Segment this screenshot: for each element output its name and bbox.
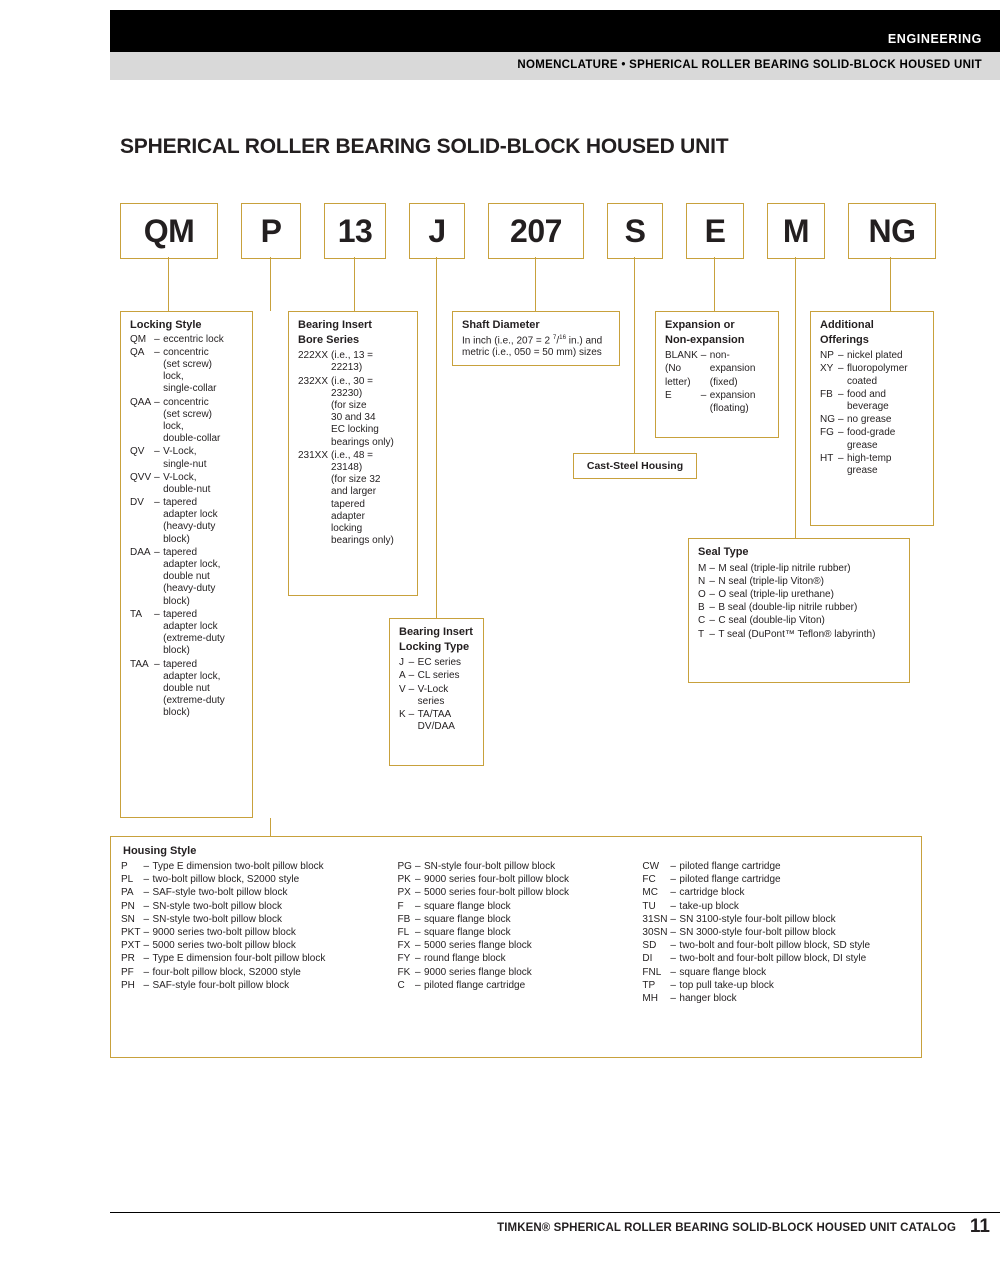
hs-key: MC <box>642 887 658 899</box>
shaft-note-post: in.) and metric (i.e., 050 = 50 mm) sizes <box>462 334 603 359</box>
hs-key: PF <box>121 966 134 978</box>
ls-key: DAA <box>130 546 151 558</box>
callout-seal-type <box>688 538 910 683</box>
ls-desc: V-Lock, single-nut <box>163 446 207 470</box>
ls-key: TA <box>130 608 143 620</box>
callout-housing-style <box>110 836 922 1058</box>
st-desc: C seal (double-lip Viton) <box>718 615 825 627</box>
st-dash: – <box>709 615 715 627</box>
bs-key: 222XX <box>298 350 329 362</box>
ao-key: HT <box>820 452 834 464</box>
footer-page-number: 11 <box>969 1216 990 1237</box>
ao-desc: no grease <box>847 414 892 426</box>
hs-desc: 5000 series flange block <box>423 940 532 952</box>
hs-desc: SAF-style four-bolt pillow block <box>152 979 290 991</box>
locking-type-title-2: Locking Type <box>399 640 470 653</box>
lt-dash: – <box>408 683 415 695</box>
ao-key: FB <box>820 388 833 400</box>
hs-desc: two-bolt pillow block, S2000 style <box>152 874 300 886</box>
hs-dash: – <box>414 966 421 978</box>
hs-dash: – <box>670 861 676 872</box>
additional-title-2: Offerings <box>820 333 869 346</box>
hs-dash: – <box>670 953 676 965</box>
housing-style-table-2 <box>398 861 572 993</box>
connector-additional <box>890 257 891 311</box>
hs-key: PX <box>397 887 411 899</box>
st-dash: – <box>709 589 715 601</box>
exp-dash: – <box>700 389 707 401</box>
callout-expansion <box>655 311 779 438</box>
ao-key: XY <box>820 363 834 375</box>
hs-dash: – <box>414 913 421 925</box>
code-box-locking-type: J <box>409 203 465 259</box>
hs-desc: square flange block <box>423 900 511 912</box>
hs-desc: 9000 series two-bolt pillow block <box>152 926 296 938</box>
ls-dash: – <box>154 346 160 358</box>
lt-desc: V-Lock series <box>417 683 449 707</box>
hs-dash: – <box>143 953 150 965</box>
hs-desc: piloted flange cartridge <box>679 874 781 886</box>
lt-key: A <box>399 670 406 682</box>
hs-desc: piloted flange cartridge <box>679 861 781 872</box>
st-desc: T seal (DuPont™ Teflon® labyrinth) <box>718 628 876 640</box>
ls-desc: tapered adapter lock (extreme-duty block) <box>163 608 225 657</box>
expansion-title-1: Expansion or <box>665 319 735 331</box>
housing-style-column-1 <box>121 861 398 1006</box>
lt-key: V <box>399 683 406 695</box>
connector-expansion <box>714 257 715 311</box>
housing-style-column-3 <box>642 861 911 1006</box>
hs-key: PKT <box>121 926 141 938</box>
hs-desc: two-bolt and four-bolt pillow block, DI style <box>679 953 867 965</box>
ls-desc: concentric (set screw) lock, single-collar <box>163 346 217 395</box>
bs-desc: (i.e., 13 = 22213) <box>331 350 373 374</box>
ls-key: QA <box>130 346 145 358</box>
hs-key: PH <box>121 979 135 991</box>
callout-cast-steel-housing <box>573 453 697 479</box>
ao-dash: – <box>838 427 844 439</box>
hs-dash: – <box>670 979 676 991</box>
additional-table <box>820 350 910 478</box>
bore-series-title-1: Bearing Insert <box>298 319 372 331</box>
hs-dash: – <box>414 979 421 991</box>
bs-key: 232XX <box>298 375 329 387</box>
st-dash: – <box>709 602 715 614</box>
hs-key: P <box>121 861 128 872</box>
hs-key: PL <box>121 874 134 886</box>
ls-dash: – <box>154 396 160 408</box>
code-box-bore-series: 13 <box>324 203 386 259</box>
hs-key: SN <box>121 913 135 925</box>
connector-housing-style-top <box>270 257 271 311</box>
hs-key: SD <box>642 940 657 952</box>
header-bar <box>110 10 1000 52</box>
expansion-title-2: Non-expansion <box>665 333 745 346</box>
connector-bore-series <box>354 257 355 311</box>
hs-key: PN <box>121 900 135 912</box>
ao-dash: – <box>838 414 844 426</box>
bs-desc: (i.e., 48 = 23148) (for size 32 and larger tapered adapter locking bearings only) <box>331 449 394 547</box>
ao-dash: – <box>838 388 844 400</box>
ls-key: DV <box>130 497 144 509</box>
hs-dash: – <box>670 966 676 978</box>
st-desc: O seal (triple-lip urethane) <box>718 589 834 601</box>
hs-dash: – <box>143 966 150 978</box>
ls-desc: V-Lock, double-nut <box>163 471 211 495</box>
hs-key: FY <box>397 953 411 965</box>
hs-desc: SN 3100-style four-bolt pillow block <box>679 913 836 925</box>
hs-desc: top pull take-up block <box>679 979 774 991</box>
bore-series-title-2: Bore Series <box>298 333 360 346</box>
hs-dash: – <box>414 900 421 912</box>
exp-key: BLANK <box>665 350 698 362</box>
connector-housing-style-bottom <box>270 818 271 836</box>
hs-dash: – <box>414 953 421 965</box>
hs-key: FK <box>397 966 411 978</box>
callout-locking-style <box>120 311 253 818</box>
hs-dash: – <box>143 926 150 938</box>
st-desc: B seal (double-lip nitrile rubber) <box>718 602 858 614</box>
connector-locking-type <box>436 257 437 618</box>
ls-desc: tapered adapter lock, double nut (heavy-duty block) <box>163 546 221 607</box>
st-dash: – <box>709 628 715 640</box>
ls-key: QM <box>130 333 147 345</box>
st-dash: – <box>709 575 715 587</box>
ls-key: QAA <box>130 396 152 408</box>
hs-dash: – <box>414 940 421 952</box>
hs-desc: square flange block <box>679 966 767 978</box>
code-box-expansion: E <box>686 203 744 259</box>
cast-steel-label: Cast-Steel Housing <box>586 459 684 472</box>
shaft-diameter-title: Shaft Diameter <box>462 319 540 331</box>
callout-additional-offerings <box>810 311 934 526</box>
exp-desc: expansion <box>709 363 756 375</box>
ls-desc: tapered adapter lock (heavy-duty block) <box>163 497 218 545</box>
st-key: N <box>698 575 706 587</box>
hs-dash: – <box>143 887 150 899</box>
locking-type-title-1: Bearing Insert <box>399 626 473 638</box>
hs-dash: – <box>670 940 676 952</box>
hs-desc: SN-style two-bolt pillow block <box>152 913 282 925</box>
hs-key: PK <box>397 874 411 886</box>
ao-desc: fluoropolymer coated <box>847 363 908 387</box>
hs-desc: SN-style four-bolt pillow block <box>423 861 556 872</box>
footer-divider <box>110 1212 1000 1213</box>
shaft-diameter-note: In inch (i.e., 207 = 2 $^7$/$^{16}$ in.) and metric (i.e., 050 = 50 mm) sizes <box>462 333 603 359</box>
callout-bore-series <box>288 311 418 596</box>
hs-key: FB <box>397 913 411 925</box>
ls-dash: – <box>154 471 160 483</box>
hs-key: TP <box>642 979 656 991</box>
st-dash: – <box>709 562 715 574</box>
exp-key: (No <box>665 363 682 375</box>
hs-key: F <box>397 900 404 912</box>
hs-desc: 9000 series flange block <box>423 966 532 978</box>
ls-dash: – <box>154 333 160 345</box>
hs-desc: square flange block <box>423 913 511 925</box>
hs-desc: square flange block <box>423 926 511 938</box>
locking-type-table <box>399 657 463 734</box>
hs-key: 31SN <box>642 913 668 925</box>
hs-dash: – <box>670 874 676 886</box>
ao-desc: food and beverage <box>847 388 889 413</box>
shaft-note-den: 16 <box>559 333 567 341</box>
st-key: T <box>698 628 705 640</box>
ls-dash: – <box>154 546 160 558</box>
hs-dash: – <box>414 874 421 886</box>
hs-desc: 9000 series four-bolt pillow block <box>423 874 570 886</box>
hs-key: PA <box>121 887 134 899</box>
exp-desc: expansion <box>709 389 756 401</box>
locking-style-title: Locking Style <box>130 319 202 331</box>
housing-style-column-2 <box>398 861 643 1006</box>
hs-desc: piloted flange cartridge <box>423 979 526 991</box>
hs-key: MH <box>642 992 658 1004</box>
hs-desc: 5000 series two-bolt pillow block <box>152 940 296 952</box>
ls-desc: tapered adapter lock, double nut (extreme-duty block) <box>163 658 225 719</box>
exp-desc: (floating) <box>709 403 749 415</box>
ao-desc: food-grade grease <box>847 427 896 451</box>
housing-style-table-3 <box>642 861 872 1006</box>
ls-desc: concentric (set screw) lock, double-collar <box>163 396 221 445</box>
lt-desc: CL series <box>417 670 460 682</box>
hs-dash: – <box>414 861 421 872</box>
housing-style-table-1 <box>121 861 327 993</box>
bs-desc: (i.e., 30 = 23230) (for size 30 and 34 EC locking bearings only) <box>331 375 394 448</box>
code-box-seal-type: M <box>767 203 825 259</box>
ls-key: QV <box>130 446 145 458</box>
code-box-cast-steel: S <box>607 203 663 259</box>
ao-desc: high-temp grease <box>847 452 892 476</box>
hs-dash: – <box>143 940 150 952</box>
ls-key: QVV <box>130 471 152 483</box>
connector-cast-steel <box>634 257 635 453</box>
code-box-locking-style: QM <box>120 203 218 259</box>
exp-desc: non- <box>709 350 730 362</box>
hs-key: FNL <box>642 966 662 978</box>
hs-key: FX <box>397 940 411 952</box>
subheader-bar <box>110 52 1000 80</box>
ao-dash: – <box>838 363 844 375</box>
ls-dash: – <box>154 608 160 620</box>
ao-dash: – <box>838 350 844 362</box>
exp-key: letter) <box>665 376 691 388</box>
code-box-shaft-diameter: 207 <box>488 203 584 259</box>
seal-type-table <box>698 563 877 642</box>
hs-dash: – <box>414 926 421 938</box>
bore-series-table <box>298 350 396 548</box>
hs-dash: – <box>143 874 150 886</box>
st-key: B <box>698 602 705 614</box>
hs-desc: take-up block <box>679 900 739 912</box>
hs-key: PR <box>121 953 135 965</box>
hs-desc: SN-style two-bolt pillow block <box>152 900 282 912</box>
st-key: M <box>698 562 707 574</box>
lt-key: K <box>399 709 406 721</box>
hs-dash: – <box>670 992 676 1004</box>
subheader-label: NOMENCLATURE • SPHERICAL ROLLER BEARING SOLID-BLOCK HOUSED UNIT <box>517 59 982 71</box>
locking-style-table <box>130 334 227 721</box>
connector-shaft-diameter <box>535 257 536 311</box>
additional-title-1: Additional <box>820 319 874 331</box>
hs-key: C <box>397 979 405 991</box>
lt-key: J <box>399 657 404 669</box>
hs-key: 30SN <box>642 926 668 938</box>
ls-dash: – <box>154 446 160 458</box>
header-section-label: ENGINEERING <box>887 32 982 46</box>
exp-key: E <box>665 389 672 401</box>
housing-style-title: Housing Style <box>123 845 197 857</box>
hs-dash: – <box>143 900 150 912</box>
code-box-additional: NG <box>848 203 936 259</box>
connector-seal-type <box>795 257 796 538</box>
code-box-housing-style: P <box>241 203 301 259</box>
bs-key: 231XX <box>298 449 329 461</box>
lt-dash: – <box>408 657 415 669</box>
hs-desc: Type E dimension two-bolt pillow block <box>152 861 324 872</box>
hs-desc: four-bolt pillow block, S2000 style <box>152 966 301 978</box>
callout-shaft-diameter <box>452 311 620 366</box>
ao-key: FG <box>820 427 834 439</box>
hs-desc: cartridge block <box>679 887 745 899</box>
hs-key: PXT <box>121 940 141 952</box>
hs-dash: – <box>670 887 676 899</box>
hs-key: FC <box>642 874 656 886</box>
hs-key: CW <box>642 861 660 872</box>
shaft-note-num: 7 <box>552 333 557 341</box>
shaft-note-pre: In inch (i.e., 207 = 2 <box>462 334 553 346</box>
hs-desc: SAF-style two-bolt pillow block <box>152 887 288 899</box>
hs-dash: – <box>143 913 150 925</box>
hs-key: PG <box>397 861 412 872</box>
hs-dash: – <box>670 900 676 912</box>
hs-desc: Type E dimension four-bolt pillow block <box>152 953 326 965</box>
hs-key: DI <box>642 953 653 965</box>
hs-dash: – <box>414 887 421 899</box>
footer-catalog-title: TIMKEN® SPHERICAL ROLLER BEARING SOLID-BLOCK HOUSED UNIT CATALOG <box>497 1222 956 1234</box>
hs-desc: two-bolt and four-bolt pillow block, SD style <box>679 940 871 952</box>
lt-desc: EC series <box>417 657 462 669</box>
hs-dash: – <box>670 926 676 938</box>
connector-locking-style <box>168 257 169 311</box>
lt-dash: – <box>408 670 415 682</box>
lt-dash: – <box>408 709 415 721</box>
st-desc: M seal (triple-lip nitrile rubber) <box>718 562 851 574</box>
st-key: O <box>698 589 706 601</box>
ao-key: NP <box>820 350 834 362</box>
ao-dash: – <box>838 452 844 464</box>
ls-key: TAA <box>130 658 149 670</box>
ao-key: NG <box>820 414 835 426</box>
hs-desc: round flange block <box>423 953 506 965</box>
st-desc: N seal (triple-lip Viton®) <box>718 575 824 587</box>
hs-dash: – <box>670 913 676 925</box>
exp-desc: (fixed) <box>709 376 738 388</box>
hs-key: TU <box>642 900 656 912</box>
hs-key: FL <box>397 926 410 938</box>
hs-dash: – <box>143 979 150 991</box>
ls-dash: – <box>154 658 160 670</box>
callout-locking-type <box>389 618 484 766</box>
hs-dash: – <box>143 861 150 872</box>
hs-desc: SN 3000-style four-bolt pillow block <box>679 926 836 938</box>
expansion-table <box>665 350 757 416</box>
ao-desc: nickel plated <box>847 350 903 362</box>
exp-dash: – <box>700 350 707 362</box>
st-key: C <box>698 615 706 627</box>
ls-desc: eccentric lock <box>163 333 224 345</box>
seal-type-title: Seal Type <box>698 546 749 558</box>
hs-desc: 5000 series four-bolt pillow block <box>423 887 570 899</box>
ls-dash: – <box>154 497 160 509</box>
page-title: SPHERICAL ROLLER BEARING SOLID-BLOCK HOUSED UNIT <box>120 135 729 158</box>
hs-desc: hanger block <box>679 992 737 1004</box>
lt-desc: TA/TAA DV/DAA <box>417 709 455 733</box>
